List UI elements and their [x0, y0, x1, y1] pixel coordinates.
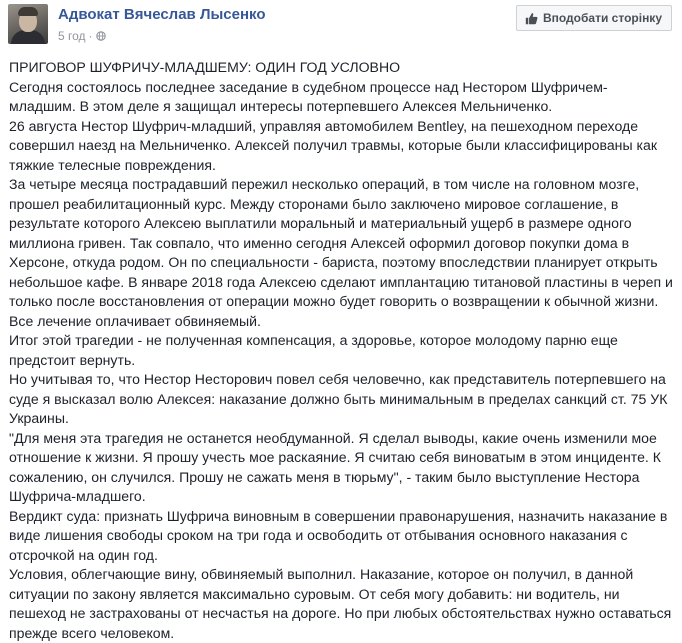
post-quote: "Для меня эта трагедия не останется необдуманной. Я сделал выводы, какие очень изменили мое отношение к жизни. Я прошу учесть мое раскаяние. Я считаю себя виноватым в этом инциденте. К сожалению, он случился. Прошу не сажать меня в тюрьму", - таким было выступление Нестора Шуфрича-младшего.: [9, 429, 661, 504]
post-content: [9, 58, 674, 643]
author-name[interactable]: Адвокат Вячеслав Лысенко: [58, 6, 266, 23]
thumbs-up-icon: [525, 12, 538, 25]
meta-separator: ·: [88, 29, 93, 43]
post-timestamp[interactable]: 5 год: [58, 29, 86, 43]
avatar[interactable]: [8, 4, 48, 44]
post-headline: ПРИГОВОР ШУФРИЧУ-МЛАДШЕМУ: ОДИН ГОД УСЛОВНО: [9, 59, 401, 75]
post-paragraph: За четыре месяца пострадавший пережил несколько операций, в том числе на головном мозге, прошел реабилитационный курс. Между сторонами было заключено мировое соглашение, в результате которого Алексею выплатили моральный и материальный ущерб в размере одного миллиона гривен. Так совпало, что именно сегодня Алексей оформил договор покупки дома в Херсоне, откуда родом. Он по специальности - бариста, поэтому впоследствии планирует открыть небольшое кафе. В январе 2018 года Алексею сделают имплантацию титановой пластины в череп и только после восстановления от операции можно будет говорить о возвращении к обычной жизни. Все лечение оплачивает обвиняемый.: [9, 176, 673, 329]
like-page-label: Вподобати сторінку: [542, 11, 662, 25]
post-paragraph: Итог этой трагедии - не полученная компенсация, а здоровье, которое молодому парню еще предстоит вернуть.: [9, 332, 618, 368]
post-meta: [58, 29, 106, 43]
post-paragraph: Условия, облегчающие вину, обвиняемый выполнил. Наказание, которое он получил, в данной ситуации по закону является максимально суровым. От себя могу добавить: ни водитель, ни пешеход не застрахованы от несчастья на дороге. Но при любых обстоятельствах нужно оставаться прежде всего человеком.: [9, 566, 672, 641]
globe-icon[interactable]: [96, 30, 106, 40]
post-paragraph: Но учитывая то, что Нестор Несторович повел себя человечно, как представитель потерпевшего на суде я высказал волю Алексея: наказание должно быть минимальным в пределах санкций ст. 75 УК Украины.: [9, 371, 668, 426]
post-paragraph: 26 августа Нестор Шуфрич-младший, управляя автомобилем Bentley, на пешеходном переходе совершил наезд на Мельниченко. Алексей получил травмы, которые были классифицированы как тяжкие телесные повреждения.: [9, 117, 657, 173]
post-paragraph: Вердикт суда: признать Шуфрича виновным в совершении правонарушения, назначить наказание в виде лишения свободы сроком на три года и освободить от отбывания основного наказания с отсрочкой на один год.: [9, 507, 668, 563]
like-page-button[interactable]: [516, 5, 672, 31]
post-paragraph: Сегодня состоялось последнее заседание в судебном процессе над Нестором Шуфричем-младшим. В этом деле я защищал интересы потерпевшего Алексея Мельниченко.: [9, 78, 608, 114]
